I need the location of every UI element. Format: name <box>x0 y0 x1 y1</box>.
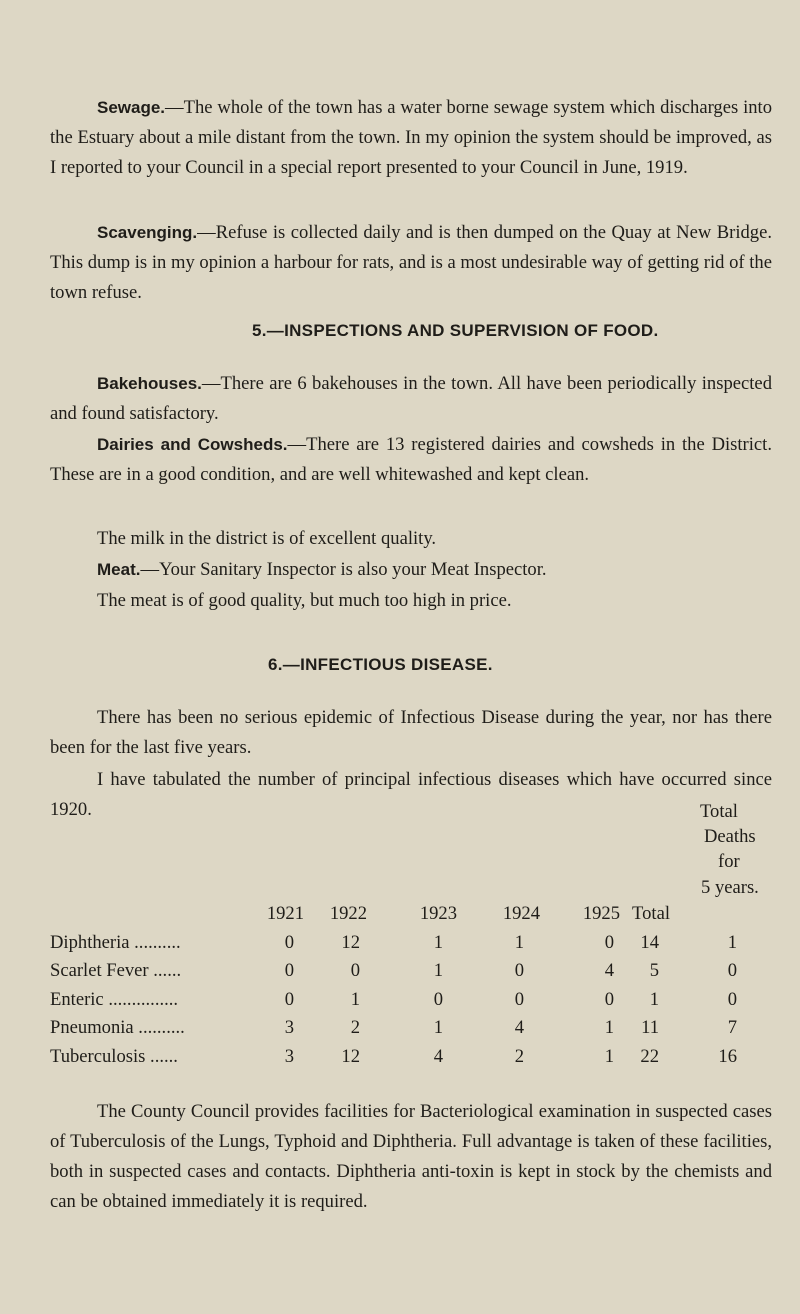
section-6-heading: 6.—INFECTIOUS DISEASE. <box>268 655 493 674</box>
scavenging-paragraph <box>50 218 772 308</box>
table-cell: 1 <box>433 932 443 953</box>
column-header: 1923 <box>419 903 457 924</box>
bakehouses-paragraph <box>50 369 772 429</box>
table-cell: 0 <box>284 989 294 1010</box>
bakehouses-lead: Bakehouses. <box>97 374 202 393</box>
table-cell: 3 <box>284 1017 294 1038</box>
sewage-paragraph <box>50 93 772 183</box>
dairies-paragraph <box>50 430 772 490</box>
row-label: Pneumonia .......... <box>50 1017 185 1038</box>
bakehouses-text: —There are 6 bakehouses in the town. All have been periodically inspected and found satisfactory. <box>50 373 772 424</box>
table-cell: 0 <box>350 960 360 981</box>
meat-paragraph <box>50 555 772 585</box>
table-cell: 0 <box>727 960 737 981</box>
table-cell: 1 <box>604 1017 614 1038</box>
deaths-header-line: for <box>718 851 740 872</box>
deaths-header-line: 5 years. <box>701 877 759 898</box>
table-cell: 1 <box>514 932 524 953</box>
scavenging-lead: Scavenging. <box>97 223 198 242</box>
deaths-header-line: Total <box>700 801 738 822</box>
table-cell: 14 <box>640 932 659 953</box>
table-cell: 2 <box>350 1017 360 1038</box>
row-label: Tuberculosis ...... <box>50 1046 178 1067</box>
table-cell: 1 <box>433 960 443 981</box>
deaths-header-line: Deaths <box>704 826 756 847</box>
table-cell: 0 <box>514 960 524 981</box>
table-cell: 22 <box>640 1046 659 1067</box>
table-cell: 1 <box>727 932 737 953</box>
table-cell: 1 <box>649 989 659 1010</box>
row-label: Scarlet Fever ...... <box>50 960 182 981</box>
county-council-paragraph: The County Council provides facilities for Bacteriological examination in suspected cases of Tuberculosis of the Lungs, Typhoid and Diphtheria. Full advantage is taken of these facilities, both in suspected cases and contacts. Diphtheria anti-toxin is kept in stock by the chemists and can be obtained immediately it is required. <box>50 1101 772 1212</box>
scavenging-text: —Refuse is collected daily and is then dumped on the Quay at New Bridge. This dump is in my opinion a harbour for rats, and is a most undesirable way of getting rid of the town refuse. <box>50 222 772 303</box>
dairies-lead: Dairies and Cowsheds. <box>97 435 288 454</box>
table-cell: 0 <box>284 960 294 981</box>
meat-lead: Meat. <box>97 560 141 579</box>
dairies-text: —There are 13 registered dairies and cowsheds in the District. These are in a good condition, and are well whitewashed and kept clean. <box>50 434 772 485</box>
table-cell: 12 <box>341 1046 360 1067</box>
table-cell: 11 <box>641 1017 659 1038</box>
table-cell: 0 <box>604 989 614 1010</box>
table-cell: 0 <box>514 989 524 1010</box>
table-cell: 2 <box>514 1046 524 1067</box>
section-5-heading: 5.—INSPECTIONS AND SUPERVISION OF FOOD. <box>252 321 659 340</box>
table-cell: 5 <box>649 960 659 981</box>
tabulated-paragraph: I have tabulated the number of principal infectious diseases which have occurred since 1920. <box>50 769 772 820</box>
milk-paragraph: The milk in the district is of excellent quality. <box>97 528 437 549</box>
row-label: Enteric ............... <box>50 989 179 1010</box>
table-cell: 4 <box>604 960 614 981</box>
sewage-text: —The whole of the town has a water borne sewage system which discharges into the Estuary about a mile distant from the town. In my opinion the system should be improved, as I reported to your Council in a special report presented to your Council in June, 1919. <box>50 97 772 178</box>
column-header: 1922 <box>329 903 367 924</box>
sewage-lead: Sewage. <box>97 98 166 117</box>
table-cell: 4 <box>433 1046 443 1067</box>
meat-text: —Your Sanitary Inspector is also your Meat Inspector. <box>140 559 547 580</box>
meat-quality-paragraph: The meat is of good quality, but much too high in price. <box>97 590 512 611</box>
table-cell: 0 <box>433 989 443 1010</box>
table-cell: 3 <box>284 1046 294 1067</box>
table-cell: 1 <box>604 1046 614 1067</box>
table-cell: 0 <box>604 932 614 953</box>
row-label: Diphtheria .......... <box>50 932 181 953</box>
column-header: 1925 <box>582 903 620 924</box>
column-header: Total <box>632 903 670 924</box>
table-cell: 16 <box>718 1046 737 1067</box>
column-header: 1924 <box>502 903 540 924</box>
table-cell: 0 <box>284 932 294 953</box>
table-cell: 1 <box>350 989 360 1010</box>
table-cell: 0 <box>727 989 737 1010</box>
table-cell: 4 <box>514 1017 524 1038</box>
column-header: 1921 <box>266 903 304 924</box>
epidemic-paragraph: There has been no serious epidemic of Infectious Disease during the year, nor has there been for the last five years. <box>50 707 772 758</box>
table-cell: 7 <box>727 1017 737 1038</box>
table-cell: 1 <box>433 1017 443 1038</box>
table-cell: 12 <box>341 932 360 953</box>
